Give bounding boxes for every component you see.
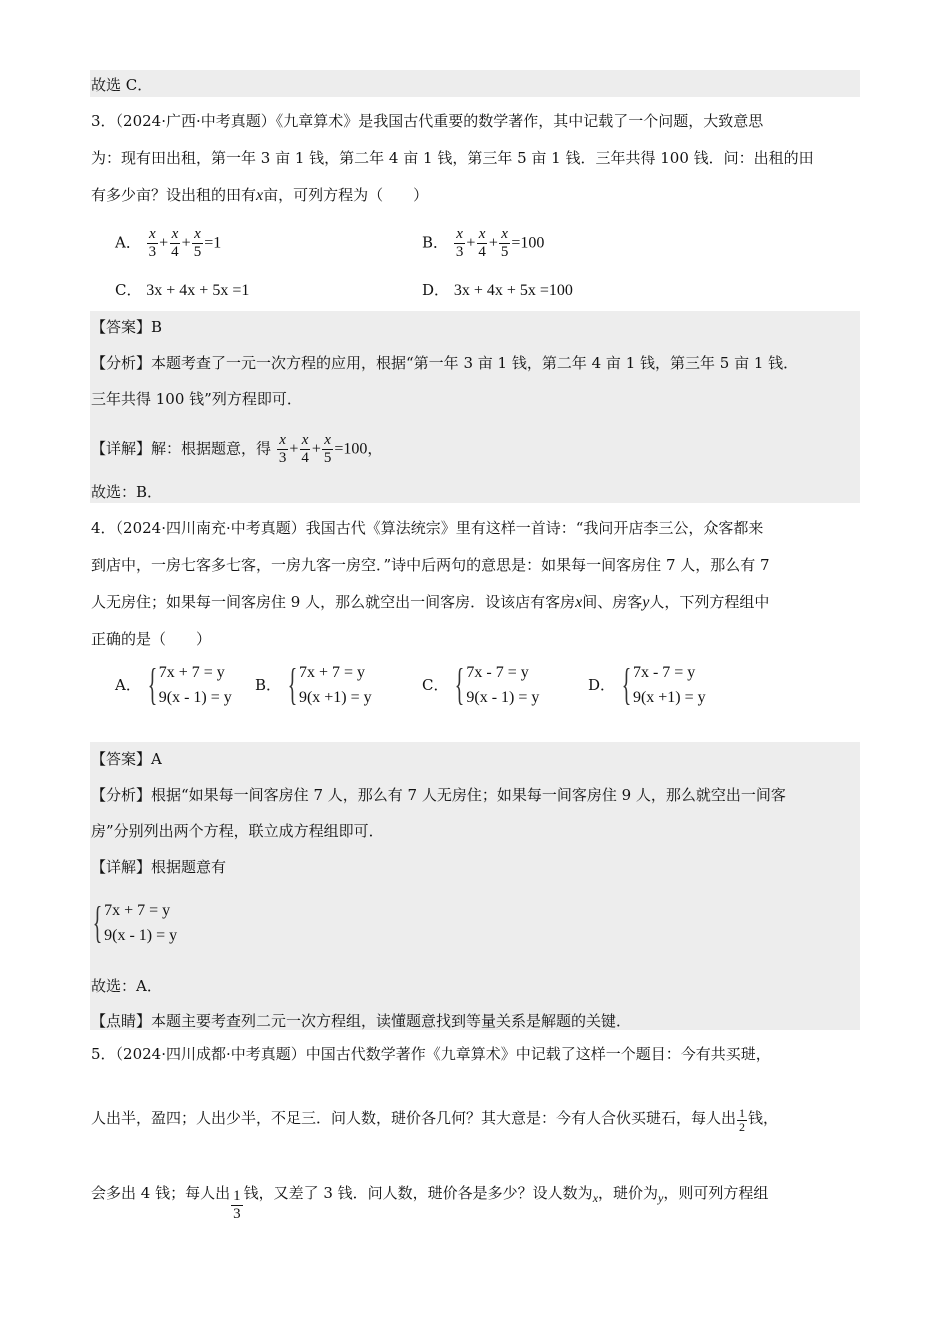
q4-stem-line-4: 正确的是（ ） [91,630,212,648]
q4-detail-system: { 7x + 7 = y 9(x - 1) = y [92,898,178,947]
q4-option-b[interactable]: B． { 7x + 7 = y 9(x +1) = y [255,660,372,709]
prev-solution-block [90,70,860,97]
q3-stem-line-1: 3．（2024·广西·中考真题）《九章算术》是我国古代重要的数学著作，其中记载了一个问题，大致意思 [91,112,764,130]
q4-option-a[interactable]: A． { 7x + 7 = y 9(x - 1) = y [115,660,232,709]
q3-option-b[interactable]: B． $\frac{x}{3}$ + $\frac{x}{4}$ + $\frac{x}{5}$ =100 [422,226,545,260]
q3-option-c[interactable]: C． 3x + 4x + 5x =1 [115,281,250,299]
q4-detail: 【详解】根据题意有 [91,858,227,876]
q3-analysis-line-1: 【分析】本题考查了一元一次方程的应用，根据“第一年 3 亩 1 钱，第二年 4 亩 1 钱，第三年 5 亩 1 钱． [91,354,799,372]
q3-stem-line-3: 有多少亩？设出租的田有x亩，可列方程为（ ） [91,186,429,204]
q4-stem-line-1: 4．（2024·四川南充·中考真题）我国古代《算法统宗》里有这样一首诗：“我问开店李三公，众客都来 [91,519,764,537]
q4-option-d[interactable]: D． { 7x - 7 = y 9(x +1) = y [588,660,706,709]
q5-stem-line-3: 会多出 4 钱；每人出 $\frac{1}{3}$ 钱，又差了 3 钱．问人数，琎价各是多少？设人数为$_x$，琎价为$_y$，则可列方程组 [91,1184,769,1222]
q4-option-c[interactable]: C． { 7x - 7 = y 9(x - 1) = y [422,660,540,709]
q4-stem-line-3: 人无房住；如果每一间客房住 9 人，那么就空出一间客房．设该店有客房x间、房客y人，下列方程组中 [91,593,770,611]
q5-stem-line-2: 人出半，盈四；人出少半，不足三．问人数，琎价各几何？其大意是：今有人合伙买琎石，每人出 $\frac{1}{2}$ 钱， [91,1106,779,1134]
q3-option-a[interactable]: A． $\frac{x}{3}$ + $\frac{x}{4}$ + $\frac{x}{5}$ =1 [115,226,222,260]
q4-analysis-line-2: 房”分别列出两个方程，联立成方程组即可． [91,822,384,840]
q3-detail: 【详解】解：根据题意，得 $\frac{x}{3}$ + $\frac{x}{4}$ + $\frac{x}{5}$ =100， [91,432,383,466]
q3-option-d[interactable]: D． 3x + 4x + 5x =100 [422,281,573,299]
q3-conclusion: 故选：B． [91,483,163,501]
q3-analysis-line-2: 三年共得 100 钱”列方程即可． [91,390,302,408]
q4-stem-line-2: 到店中，一房七客多七客，一房九客一房空．”诗中后两句的意思是：如果每一间客房住 7 人，那么有 7 [91,556,770,574]
q3-answer: 【答案】B [91,318,163,336]
prev-conclusion: 故选 C． [91,76,153,94]
q4-analysis-line-1: 【分析】根据“如果每一间客房住 7 人，那么有 7 人无房住；如果每一间客房住 9 人，那么就空出一间客 [91,786,786,804]
q4-answer: 【答案】A [91,750,162,768]
q3-stem-line-2: 为：现有田出租，第一年 3 亩 1 钱，第二年 4 亩 1 钱，第三年 5 亩 1 钱．三年共得 100 钱．问：出租的田 [91,149,814,167]
q5-stem-line-1: 5．（2024·四川成都·中考真题）中国古代数学著作《九章算术》中记载了这样一个题目：今有共买琎， [91,1045,771,1063]
q4-remark: 【点睛】本题主要考查列二元一次方程组，读懂题意找到等量关系是解题的关键． [91,1012,632,1030]
q4-conclusion: 故选：A． [91,977,162,995]
